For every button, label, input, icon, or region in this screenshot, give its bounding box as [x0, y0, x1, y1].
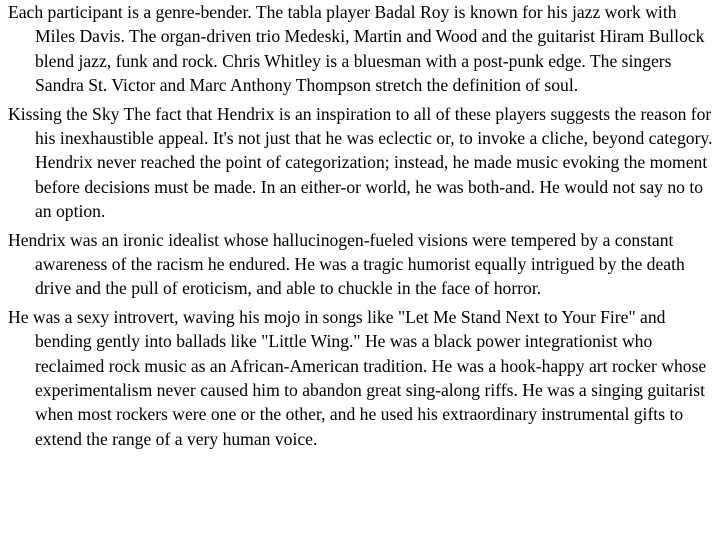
paragraph-genre-benders: Each participant is a genre-bender. The tabla player Badal Roy is known for his jazz work with Miles Davis. The organ-driven trio Medeski, Martin and Wood and the guitarist Hiram Bullock blend jazz, funk and rock. Chris Whitley is a bluesman with a post-punk edge. The singers Sandra St. Victor and Marc Anthony Thompson stretch the definition of soul. [8, 2, 705, 95]
paragraph-ironic-idealist: Hendrix was an ironic idealist whose hallucinogen-fueled visions were tempered by a constant awareness of the racism he endured. He was a tragic humorist equally intrigued by the death drive and the pull of eroticism, and able to chuckle in the face of horror. [8, 229, 685, 299]
paragraph-sexy-introvert: He was a sexy introvert, waving his mojo in songs like "Let Me Stand Next to Your Fire" and bending gently into ballads like "Little Wing." He was a black power integrationist who reclaimed rock music as an African-American tradition. He was a hook-happy art rocker whose experimentalism never caused him to abandon great sing-along riffs. He was a singing guitarist when most rockers were one or the other, and he used his extraordinary instrumental gifts to extend the range of a very human voice. [8, 307, 707, 449]
paragraph-kissing-the-sky: Kissing the Sky The fact that Hendrix is an inspiration to all of these players suggests the reason for his inexhaustible appeal. It's not just that he was eclectic or, to invoke a cliche, beyond category. Hendrix never reached the point of categorization; instead, he made music evoking the moment before decisions must be made. In an either-or world, he was both-and. He would not say no to an option. [8, 103, 713, 221]
